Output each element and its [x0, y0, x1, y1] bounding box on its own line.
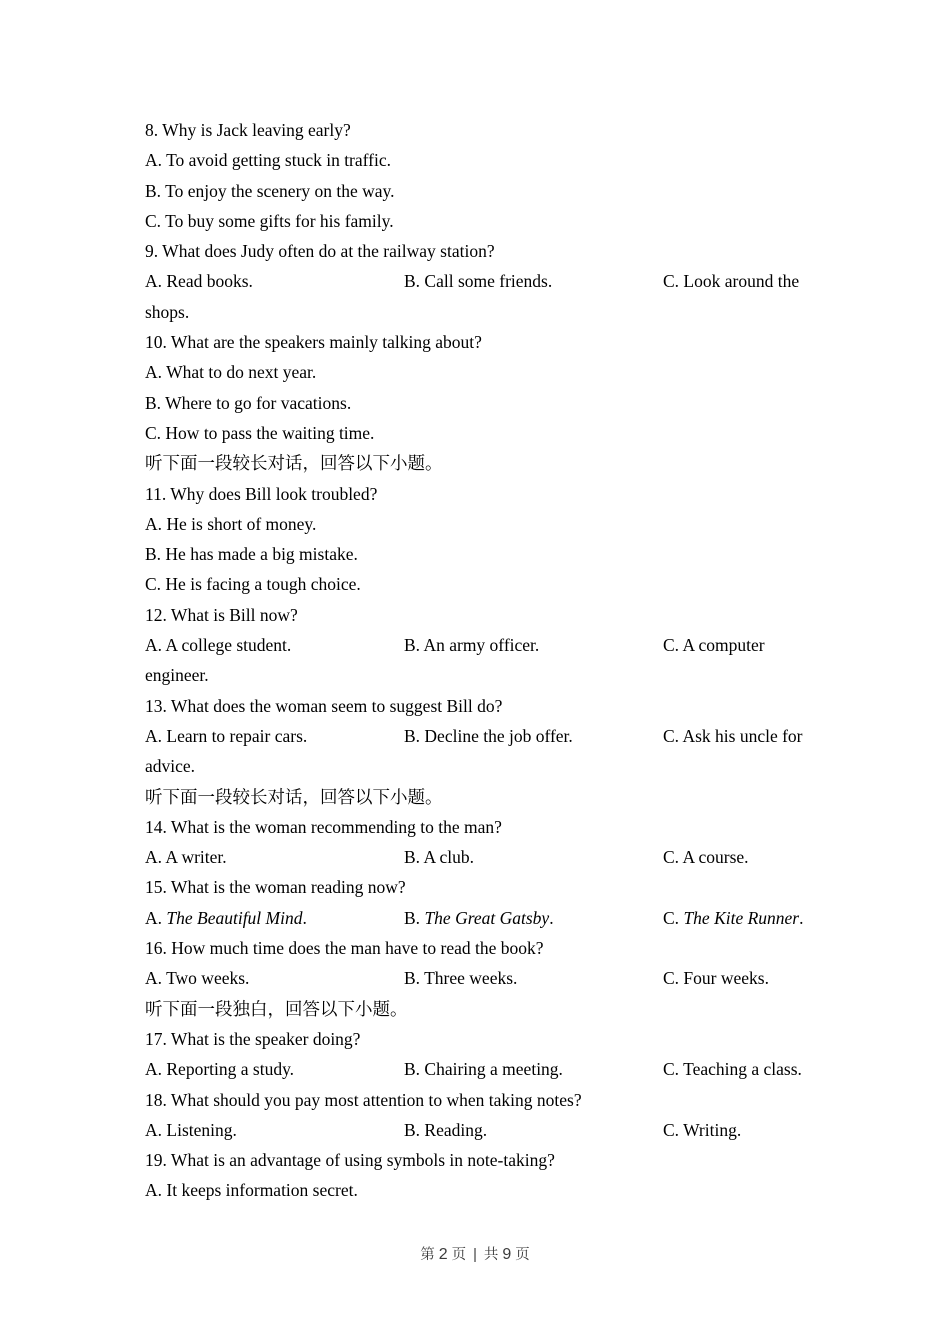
option-c: C. A course. [663, 847, 749, 868]
option-label: B. [404, 907, 425, 928]
option-c: C. Four weeks. [663, 968, 769, 989]
options-row [145, 1115, 845, 1145]
continuation-line: advice. [145, 756, 196, 777]
options-row [145, 1054, 845, 1084]
option-a [145, 903, 307, 933]
option-label: A. [145, 907, 167, 928]
question-line: 18. What should you pay most attention to when taking notes? [145, 1089, 582, 1110]
option-line: C. To buy some gifts for his family. [145, 210, 394, 231]
option-suffix: . [549, 907, 554, 928]
option-a: A. A college student. [145, 635, 292, 656]
option-a: A. Two weeks. [145, 968, 250, 989]
continuation-line: engineer. [145, 665, 209, 686]
option-suffix: . [302, 907, 307, 928]
question-line: 13. What does the woman seem to suggest Bill do? [145, 695, 503, 716]
option-line: A. To avoid getting stuck in traffic. [145, 150, 391, 171]
option-line: C. He is facing a tough choice. [145, 574, 361, 595]
footer-total-number: 9 [502, 1246, 512, 1263]
question-line: 10. What are the speakers mainly talking about? [145, 332, 482, 353]
book-title: The Beautiful Mind [166, 907, 303, 928]
option-line: B. Where to go for vacations. [145, 392, 352, 413]
option-c: C. Teaching a class. [663, 1059, 802, 1080]
options-row [145, 266, 845, 296]
question-line: 17. What is the speaker doing? [145, 1028, 361, 1049]
option-a: A. A writer. [145, 847, 227, 868]
option-line: A. It keeps information secret. [145, 1180, 358, 1201]
option-b: B. Three weeks. [404, 968, 518, 989]
options-row [145, 903, 845, 933]
options-row [145, 630, 845, 660]
footer-page-unit: 页 [451, 1247, 467, 1263]
option-c: C. A computer [663, 635, 765, 656]
question-line: 19. What is an advantage of using symbols in note-taking? [145, 1150, 555, 1171]
continuation-line: shops. [145, 301, 190, 322]
instruction-line: 听下面一段较长对话，回答以下小题。 [145, 453, 443, 474]
question-line: 11. Why does Bill look troubled? [145, 483, 378, 504]
option-b [404, 903, 554, 933]
option-a: A. Read books. [145, 271, 253, 292]
footer-total-unit: 页 [515, 1247, 530, 1263]
option-b: B. Decline the job offer. [404, 725, 573, 746]
question-line: 8. Why is Jack leaving early? [145, 120, 351, 140]
option-label: C. [663, 907, 684, 928]
option-a: A. Learn to repair cars. [145, 725, 308, 746]
question-line: 14. What is the woman recommending to the man? [145, 816, 502, 837]
page-footer [0, 1241, 950, 1269]
instruction-line: 听下面一段独白，回答以下小题。 [145, 998, 408, 1019]
options-row [145, 842, 845, 872]
option-c: C. Ask his uncle for [663, 725, 803, 746]
footer-separator: | [473, 1247, 477, 1263]
footer-page-number: 2 [438, 1246, 448, 1263]
option-c: C. Writing. [663, 1119, 742, 1140]
option-line: B. He has made a big mistake. [145, 544, 358, 565]
option-a: A. Listening. [145, 1119, 237, 1140]
question-line: 15. What is the woman reading now? [145, 877, 406, 898]
options-row [145, 721, 845, 751]
option-b: B. An army officer. [404, 635, 540, 656]
option-line: B. To enjoy the scenery on the way. [145, 180, 395, 201]
book-title: The Great Gatsby [424, 907, 550, 928]
question-line: 16. How much time does the man have to read the book? [145, 938, 544, 959]
option-c: C. Look around the [663, 271, 800, 292]
footer-page-label: 第 [420, 1247, 435, 1263]
option-suffix: . [799, 907, 804, 928]
option-b: B. Reading. [404, 1119, 488, 1140]
option-line: A. What to do next year. [145, 362, 317, 383]
options-row [145, 963, 845, 993]
option-b: B. A club. [404, 847, 475, 868]
exam-content [145, 115, 845, 1206]
option-b: B. Chairing a meeting. [404, 1059, 563, 1080]
question-line: 9. What does Judy often do at the railway station? [145, 241, 495, 262]
option-a: A. Reporting a study. [145, 1059, 295, 1080]
book-title: The Kite Runner [683, 907, 800, 928]
option-line: C. How to pass the waiting time. [145, 422, 375, 443]
footer-total-label: 共 [483, 1247, 499, 1263]
instruction-line: 听下面一段较长对话，回答以下小题。 [145, 786, 443, 807]
question-line: 12. What is Bill now? [145, 604, 298, 625]
option-b: B. Call some friends. [404, 271, 553, 292]
option-line: A. He is short of money. [145, 513, 317, 534]
option-c [663, 903, 804, 933]
